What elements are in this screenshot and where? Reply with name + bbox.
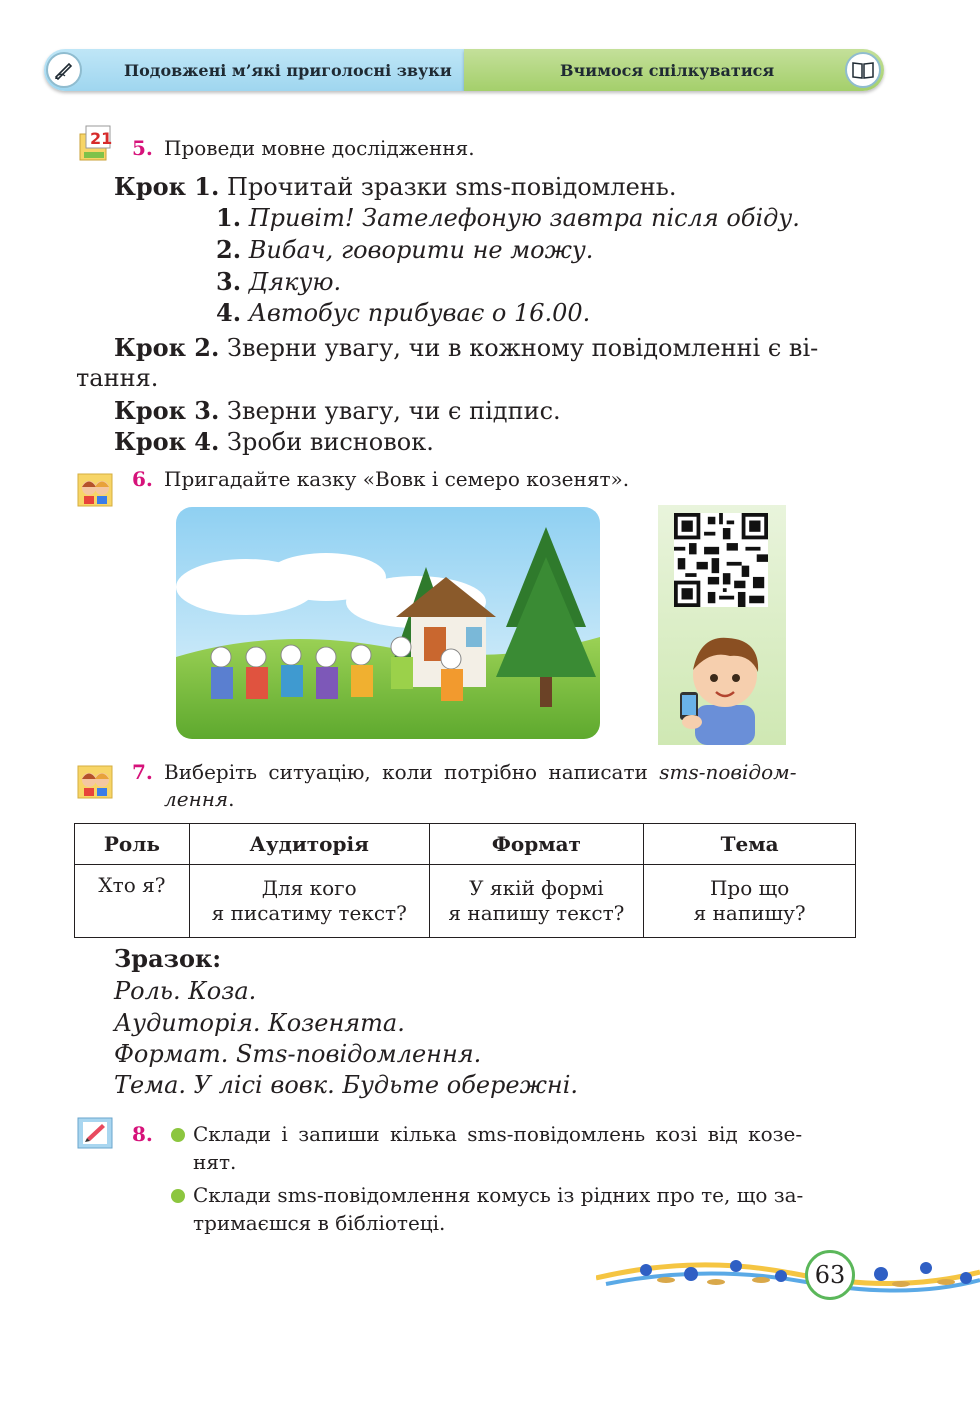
pen-hand-icon — [46, 52, 82, 88]
step-2-continuation: тання. — [76, 364, 159, 392]
step-text: Зверни увагу, чи в кожному повідомленні є ві- — [227, 334, 819, 362]
bullet-text: Склади sms-повідомлення комусь із рідних про те, що за- — [193, 1183, 804, 1207]
step-1 — [114, 172, 676, 201]
bullet-text: нят. — [193, 1150, 237, 1174]
sms-sample — [216, 298, 590, 327]
sample-text: Дякую. — [248, 268, 342, 296]
boy-with-phone-illustration — [670, 620, 780, 745]
sample-number: 1. — [216, 203, 242, 232]
sms-sample — [216, 235, 593, 264]
task-title-italic: sms-повідом- — [659, 760, 797, 784]
table-cell — [189, 865, 429, 938]
header-left-title: Подовжені м’які приголосні звуки — [124, 61, 452, 80]
table-cell — [644, 865, 856, 938]
cell-line: я напишу? — [693, 901, 806, 925]
bullet-icon — [171, 1189, 185, 1203]
table-cell — [75, 865, 190, 938]
sample-text: Вибач, говорити не можу. — [248, 236, 594, 264]
pair-work-icon — [76, 762, 114, 800]
task-number: 6. — [132, 467, 153, 491]
open-book-icon — [845, 52, 881, 88]
calendar-task-icon — [76, 124, 114, 162]
cell-line: Хто я? — [98, 873, 166, 897]
bullet-text: тримаєшся в бібліотеці. — [193, 1211, 446, 1235]
sample-label: Зразок: — [114, 944, 222, 973]
sample-number: 2. — [216, 235, 242, 264]
task-title-text: Виберіть ситуацію, коли потрібно написати — [164, 760, 660, 784]
pair-work-icon — [76, 470, 114, 508]
sample-line: Роль. Коза. — [114, 977, 257, 1005]
writing-situation-table — [74, 823, 856, 938]
sample-line: Тема. У лісі вовк. Будьте обережні. — [114, 1071, 579, 1099]
header-right-title: Вчимося спілкуватися — [560, 61, 775, 80]
step-label: Крок 3. — [114, 396, 220, 425]
table-header-row — [75, 824, 856, 865]
task-title-text: . — [228, 787, 235, 811]
svg-text:21: 21 — [90, 129, 113, 148]
sample-number: 3. — [216, 267, 242, 296]
column-header: Тема — [644, 824, 856, 865]
task-number: 7. — [132, 760, 153, 784]
task-title: Пригадайте казку «Вовк і семеро козенят». — [164, 467, 630, 491]
step-text: Зверни увагу, чи є підпис. — [227, 397, 561, 425]
column-header: Роль — [75, 824, 190, 865]
page-number: 63 — [805, 1250, 855, 1300]
cell-line: я писатиму текст? — [211, 901, 407, 925]
wheat-flower-ornament — [596, 1244, 980, 1304]
task-title: Проведи мовне дослідження. — [164, 136, 475, 160]
task-number: 8. — [132, 1122, 153, 1146]
qr-code[interactable] — [674, 513, 768, 607]
fairy-tale-illustration — [176, 507, 600, 739]
column-header: Аудиторія — [189, 824, 429, 865]
sample-number: 4. — [216, 298, 242, 327]
step-4 — [114, 427, 434, 456]
step-label: Крок 1. — [114, 172, 220, 201]
column-header: Формат — [429, 824, 644, 865]
cell-line: Про що — [709, 876, 790, 900]
sms-sample — [216, 203, 800, 232]
sms-sample — [216, 267, 341, 296]
step-2 — [114, 333, 818, 362]
task-number: 5. — [132, 136, 153, 160]
step-label: Крок 2. — [114, 333, 220, 362]
step-text: Зроби висновок. — [227, 428, 434, 456]
cell-line: я напишу текст? — [448, 901, 625, 925]
table-row — [75, 865, 856, 938]
step-text: Прочитай зразки sms-повідомлень. — [227, 173, 677, 201]
sample-line: Аудиторія. Козенята. — [114, 1009, 405, 1037]
step-label: Крок 4. — [114, 427, 220, 456]
bullet-icon — [171, 1128, 185, 1142]
sample-line: Формат. Sms-повідомлення. — [114, 1040, 482, 1068]
task-title-italic: лення — [164, 787, 229, 811]
cell-line: У якій формі — [469, 876, 604, 900]
cell-line: Для кого — [261, 876, 357, 900]
step-3 — [114, 396, 561, 425]
sample-text: Автобус прибуває о 16.00. — [248, 299, 591, 327]
task-title-line2 — [164, 787, 235, 811]
task-title-line1 — [164, 760, 796, 784]
bullet-text: Склади і запиши кілька sms-повідомлень козі від козе- — [193, 1122, 803, 1146]
sample-text: Привіт! Зателефоную завтра після обіду. — [248, 204, 800, 232]
table-cell — [429, 865, 644, 938]
writing-task-icon — [76, 1112, 114, 1150]
